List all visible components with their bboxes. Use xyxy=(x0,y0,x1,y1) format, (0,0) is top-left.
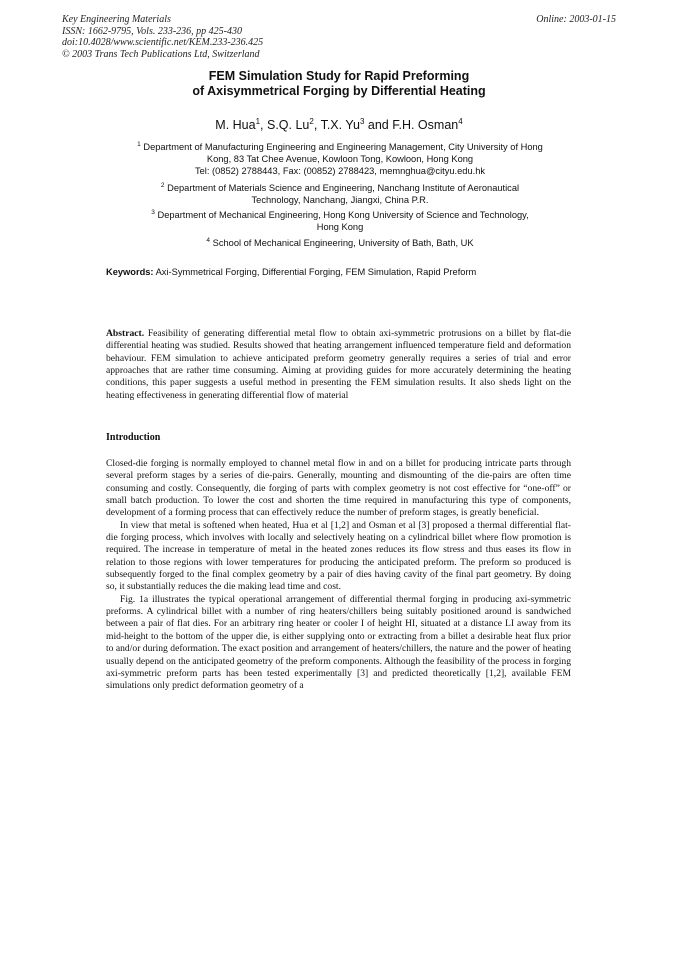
affiliation-sup: 3 xyxy=(151,209,155,216)
affiliation-sup: 2 xyxy=(160,182,165,189)
author-affil-sup: 1 xyxy=(255,117,261,126)
affiliation-2 xyxy=(100,180,580,206)
paper-title xyxy=(0,69,678,99)
author-separator: , xyxy=(313,118,321,133)
online-date: Online: 2003-01-15 xyxy=(536,14,616,25)
affiliation-line: Kong, 83 Tat Chee Avenue, Kowloon Tong, Kowloon, Hong Kong xyxy=(206,154,474,165)
title-line-1: FEM Simulation Study for Rapid Preforming xyxy=(208,69,470,83)
abstract-text: Feasibility of generating differential metal flow to obtain axi-symmetric protrusions on a billet by flat-die differential heating was studied. Results showed that heating arrangement influenced temperature field and deformation behaviour. FEM simulation to achieve anticipated preform geometry generally requires a series of trial and error approaches that are rather time consuming. Aiming at providing guides for more accurately determining the heating conditions, this paper suggests a useful method in presenting the FEM simulation results. It also sheds light on the heating effectiveness in generating differential flow of material xyxy=(106,328,571,401)
affiliation-line: Department of Mechanical Engineering, Hong Kong University of Science and Technology, xyxy=(157,210,529,221)
title-line-2: of Axisymmetrical Forging by Differential Heating xyxy=(192,84,486,98)
keywords-text: Axi-Symmetrical Forging, Differential Forging, FEM Simulation, Rapid Preform xyxy=(155,267,477,277)
section-heading-introduction: Introduction xyxy=(106,432,161,443)
affiliation-line: Department of Manufacturing Engineering and Engineering Management, City University of Hong xyxy=(143,142,543,153)
author-name: T.X. Yu xyxy=(320,118,360,133)
author-affil-sup: 2 xyxy=(309,117,314,126)
author-name: F.H. Osman xyxy=(392,118,459,133)
abstract-label: Abstract. xyxy=(106,328,145,339)
affiliation-3 xyxy=(100,207,580,233)
affiliation-1 xyxy=(100,139,580,177)
affiliation-line: Department of Materials Science and Engineering, Nanchang Institute of Aeronautical xyxy=(167,183,520,194)
keywords xyxy=(106,266,576,278)
journal-name: Key Engineering Materials xyxy=(62,14,171,25)
paragraph: Fig. 1a illustrates the typical operational arrangement of differential thermal forging in producing axi-symmetric preforms. A cylindrical billet with a number of ring heaters/chillers being suitably positioned around is sandwiched between a pair of flat dies. For an arbitrary ring heater or cooler I of height HI, situated at a distance LI away from its mid-height to the bottom of the upper die, is either supplying onto or extracting from a billet a desirable heat flux prior to and/or during deformation. The exact position and arrangement of heaters/chillers, the nature and the power of heating usually depend on the anticipated geometry of the preform components. Although the feasibility of the process in forging axi-symmetric preform parts has been tested experimentally [3] and predicted theoretically [1,2], available FEM simulations only predict deformation geometry of a xyxy=(106,593,572,692)
copyright-line: © 2003 Trans Tech Publications Ltd, Switzerland xyxy=(62,48,260,60)
issn-line: ISSN: 1662-9795, Vols. 233-236, pp 425-430 xyxy=(62,25,242,37)
affiliation-contact: Tel: (0852) 2788443, Fax: (00852) 2788423, memnghua@cityu.edu.hk xyxy=(194,166,486,177)
author-separator: , xyxy=(260,118,267,133)
affiliation-line: Hong Kong xyxy=(316,222,364,233)
affiliation-sup: 4 xyxy=(206,237,211,244)
affiliation-4 xyxy=(100,235,580,249)
abstract xyxy=(106,328,571,402)
author-and: and xyxy=(364,118,393,133)
affiliation-line: School of Mechanical Engineering, University of Bath, Bath, UK xyxy=(212,238,474,249)
paragraph: Closed-die forging is normally employed to channel metal flow in and on a billet for producing intricate parts through several preform stages by a series of die-pairs. Generally, mounting and dismounting of the die-pairs are often time consuming and costly. Consequently, die forging of parts with complex geometry is not cost effective for “one-off” or small batch production. To lower the cost and shorten the time required in manufacturing this type of components, development of a forming process that can effectively reduce the number of preform stages, is greatly beneficial. xyxy=(106,458,571,519)
author-list xyxy=(0,114,678,133)
keywords-label: Keywords: xyxy=(106,267,154,277)
affiliation-sup: 1 xyxy=(137,141,141,148)
author-name: M. Hua xyxy=(215,118,256,133)
affiliation-line: Technology, Nanchang, Jiangxi, China P.R. xyxy=(251,195,429,206)
journal-header xyxy=(62,14,263,60)
author-affil-sup: 3 xyxy=(359,117,365,126)
paragraph: In view that metal is softened when heated, Hua et al [1,2] and Osman et al [3] proposed a thermal differential flat-die forging process, which involves with locally and selectively heating on a cylindrical billet where flow promotion is required. The increase in temperature of metal in the heated zones reduces its flow stress and thus eases its flow in relation to those regions with lower temperatures for producing the anticipated preform. The preform so produced is subsequently forged to the final complex geometry by a pair of dies having cavity of the final part geometry. By doing so, it substantially reduces the die making lead time and cost. xyxy=(106,519,571,593)
author-name: S.Q. Lu xyxy=(267,118,310,133)
doi-line: doi:10.4028/www.scientific.net/KEM.233-236.425 xyxy=(62,37,264,48)
introduction-body xyxy=(106,458,571,693)
author-affil-sup: 4 xyxy=(458,117,463,126)
